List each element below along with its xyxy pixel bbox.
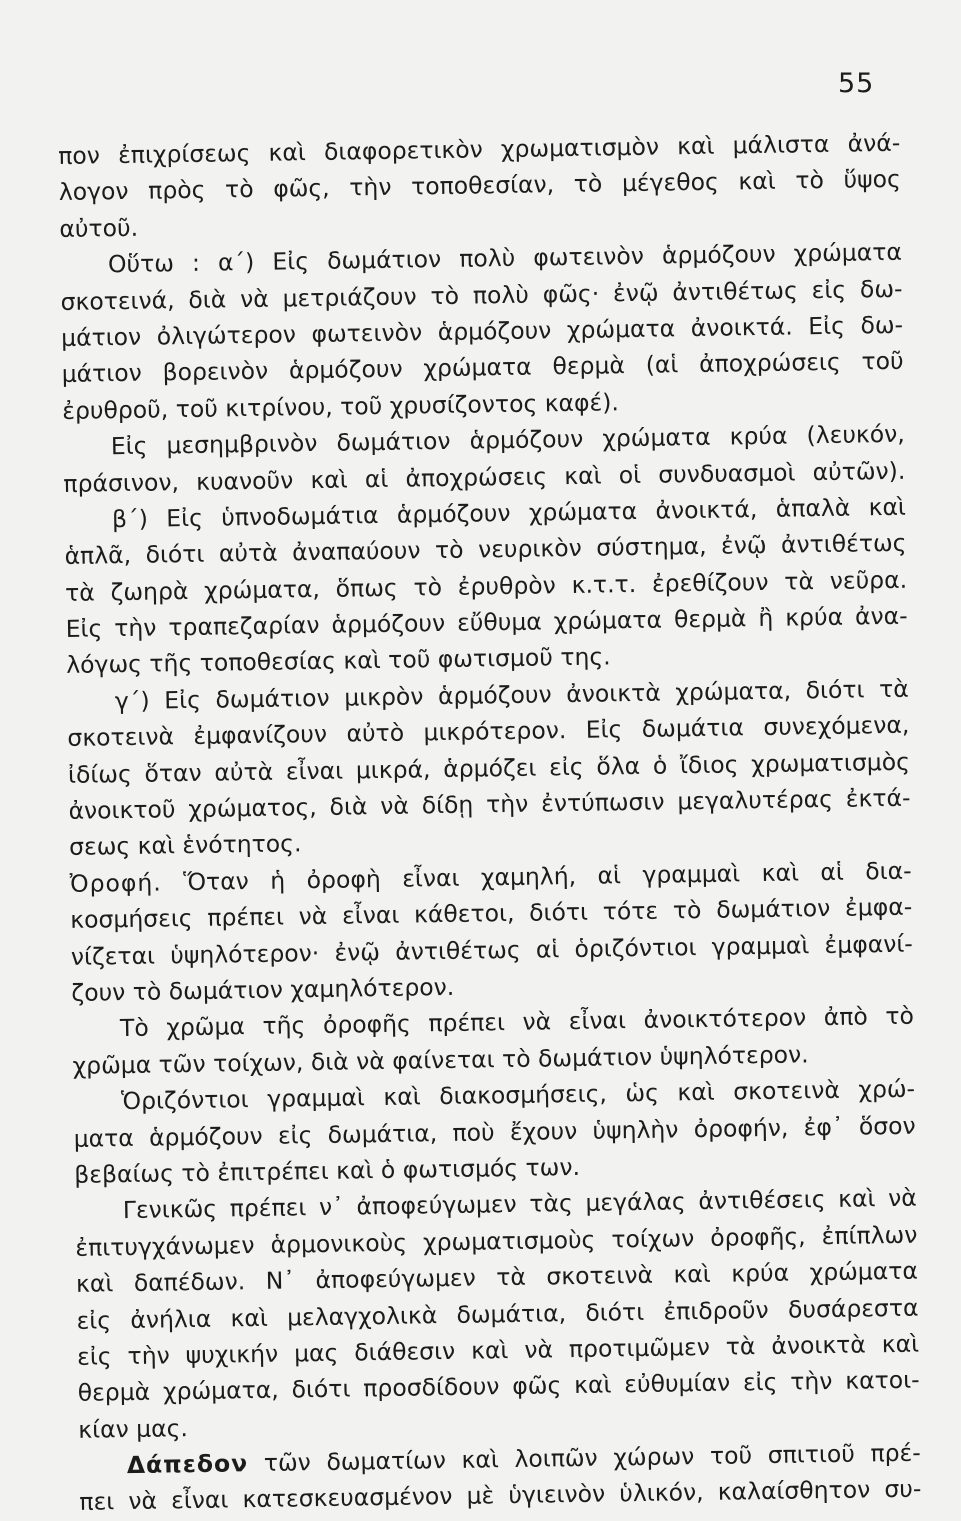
text-line: ἐρυθροῦ, τοῦ κιτρίνου, τοῦ χρυσίζοντος καφέ). (62, 387, 620, 425)
text-line: ἐπιτυγχάνωμεν ἁρμονικοὺς χρωματισμοὺς τοίχων ὀροφῆς, ἐπίπλων (75, 1220, 918, 1262)
text-line: Τὸ χρῶμα τῆς ὀροφῆς πρέπει νὰ εἶναι ἀνοικτότερον ἀπὸ τὸ (119, 1002, 915, 1043)
text-line: β΄) Εἰς ὑπνοδωμάτια ἁρμόζουν χρώματα ἀνοικτά, ἁπαλὰ καὶ (111, 492, 907, 534)
text-line: μάτιον ὀλιγώτερον φωτεινὸν ἁρμόζουν χρώματα ἀνοικτά. Εἰς δω- (60, 310, 904, 352)
text-line: αὐτοῦ. (59, 213, 139, 243)
text-line: πράσινον, κυανοῦν καὶ αἱ ἀποχρώσεις καὶ οἱ συνδυασμοὶ αὐτῶν). (63, 456, 906, 498)
text-line: λόγως τῆς τοποθεσίας καὶ τοῦ φωτισμοῦ της. (66, 642, 611, 680)
text-line: χρῶμα τῶν τοίχων, διὰ νὰ φαίνεται τὸ δωμάτιον ὑψηλότερον. (72, 1040, 809, 1080)
text-line: Εἰς μεσημβρινὸν δωμάτιον ἁρμόζουν χρώματα κρύα (λευκόν, (110, 419, 905, 461)
text-line: βεβαίως τὸ ἐπιτρέπει καὶ ὁ φωτισμός των. (74, 1152, 581, 1189)
text-line: σεως καὶ ἑνότητος. (68, 829, 302, 862)
text-line: ἰδίως ὅταν αὐτὰ εἶναι μικρά, ἁρμόζει εἰς ὅλα ὁ ἴδιος χρωματισμὸς (67, 747, 911, 789)
text-line: εἰς ἀνήλια καὶ μελαγχολικὰ δωμάτια, διότι ἐπιδροῦν δυσάρεστα (76, 1293, 919, 1335)
text-line: κίαν μας. (78, 1413, 189, 1444)
text-line: τὰ ζωηρὰ χρώματα, ὅπως τὸ ἐρυθρὸν κ.τ.τ. ἐρεθίζουν τὰ νεῦρα. (64, 565, 908, 607)
text-line: λογον πρὸς τὸ φῶς, τὴν τοποθεσίαν, τὸ μέγεθος καὶ τὸ ὕψος (58, 165, 901, 207)
text-line: ζουν τὸ δωμάτιον χαμηλότερον. (71, 972, 455, 1007)
page-number: 55 (838, 68, 875, 99)
text-line: εἰς τὴν ψυχικήν μας διάθεσιν καὶ νὰ προτιμῶμεν τὰ ἀνοικτὰ καὶ (76, 1329, 920, 1371)
body-text (58, 125, 922, 1521)
text-line: μάτιον βορεινὸν ἁρμόζουν χρώματα θερμὰ (αἱ ἀποχρώσεις τοῦ (61, 347, 904, 389)
text-line: πει νὰ εἶναι κατεσκευασμένον μὲ ὑγιεινὸν ὑλικόν, καλαίσθητον συ- (79, 1475, 922, 1517)
text-line: κοσμήσεις πρέπει νὰ εἶναι κάθετοι, διότι τότε τὸ δωμάτιον ἐμφα- (70, 892, 913, 935)
text-line: καὶ δαπέδων. Ν᾽ ἀποφεύγωμεν τὰ σκοτεινὰ καὶ κρύα χρώματα (75, 1256, 919, 1298)
text-line: Γενικῶς πρέπει ν᾽ ἀποφεύγωμεν τὰς μεγάλας ἀντιθέσεις καὶ νὰ (122, 1183, 917, 1225)
text-line: ματα ἁρμόζουν εἰς δωμάτια, ποὺ ἔχουν ὑψηλὴν ὀροφήν, ἐφ᾽ ὅσον (73, 1111, 916, 1153)
text-line: πον ἐπιχρίσεως καὶ διαφορετικὸν χρωματισμὸν καὶ μάλιστα ἀνά- (58, 128, 901, 170)
section-heading-continuation: τῶν δωματίων καὶ λοιπῶν χώρων τοῦ σπιτιοῦ πρέ- (263, 1438, 921, 1477)
text-line: σκοτεινὰ ἐμφανίζουν αὐτὸ μικρότερον. Εἰς δωμάτια συνεχόμενα, (67, 710, 910, 753)
text-line: ἀνοικτοῦ χρώματος, διὰ νὰ δίδῃ τὴν ἐντύπωσιν μεγαλυτέρας ἐκτά- (68, 783, 911, 825)
section-heading-dapedon: Δάπεδον (126, 1449, 249, 1480)
section-heading-continuation: Ὅταν ἡ ὀροφὴ εἶναι χαμηλή, αἱ γραμμαὶ καὶ αἱ δια- (183, 856, 912, 896)
text-line: Ὁριζόντιοι γραμμαὶ καὶ διακοσμήσεις, ὡς καὶ σκοτεινὰ χρώ- (120, 1074, 916, 1116)
text-line: ἁπλᾶ, διότι αὐτὰ ἀναπαύουν τὸ νευρικὸν σύστημα, ἐνῷ ἀντιθέτως (64, 529, 907, 571)
text-line: νίζεται ὑψηλότερον· ἐνῷ ἀντιθέτως αἱ ὁριζόντιοι γραμμαὶ ἐμφανί- (70, 929, 913, 971)
text-line: Οὕτω : α΄) Εἰς δωμάτιον πολὺ φωτεινὸν ἁρμόζουν χρώματα (107, 237, 903, 279)
text-line: γ΄) Εἰς δωμάτιον μικρὸν ἁρμόζουν ἀνοικτὰ χρώματα, διότι τὰ (114, 674, 909, 716)
text-line: σκοτεινά, διὰ νὰ μετριάζουν τὸ πολὺ φῶς· ἐνῷ ἀντιθέτως εἰς δω- (60, 274, 903, 316)
section-heading-orofi: Ὀροφή. (69, 868, 162, 898)
text-line: Εἰς τὴν τραπεζαρίαν ἁρμόζουν εὔθυμα χρώματα θερμὰ ἢ κρύα ἀνα- (65, 601, 908, 644)
text-line: θερμὰ χρώματα, διότι προσδίδουν φῶς καὶ εὐθυμίαν εἰς τὴν κατοι- (77, 1365, 920, 1408)
